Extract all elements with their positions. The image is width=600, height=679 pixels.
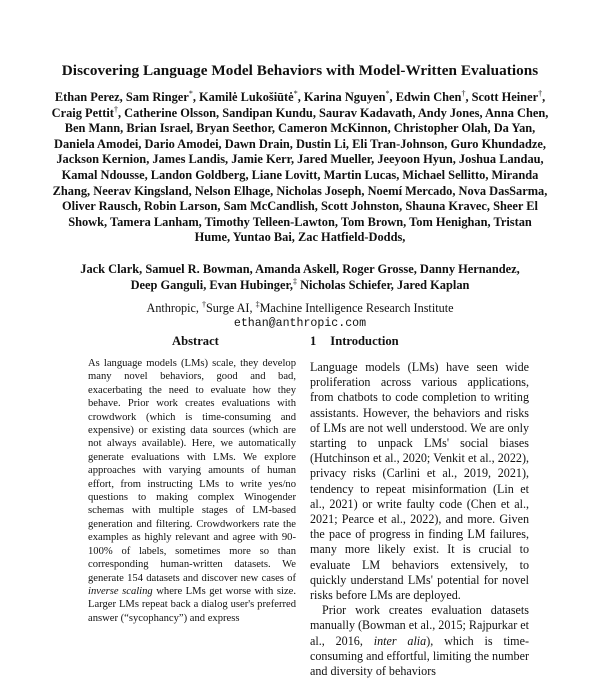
affiliation-mark: * <box>293 89 298 98</box>
abstract-text: As language models (LMs) scale, they develop many novel behaviors, good and bad, exacerbating the need to evaluate how they behave. Prior work creates evaluations with crowdwork (which is time-consuming and expensive) or existing data sources (which are not always available). Here, we automatically generate evaluations with LMs. We explore approaches with varying amounts of human effort, from instructing LMs to write yes/no questions to making complex Winogender schemas with multiple stages of LM-based generation and filtering. Crowdworkers rate the examples as highly relevant and agree with 90-100% of labels, sometimes more so than corresponding human-written datasets. We generate 154 datasets and discover new cases of <box>88 358 296 584</box>
author-line: Nicholas Schiefer, Jared Kaplan <box>300 277 470 292</box>
affiliation-miri: Machine Intelligence Research Institute <box>259 301 454 315</box>
author-list <box>50 90 550 246</box>
author-name: Kamilė Lukošiūtė <box>199 90 294 104</box>
abstract-emphasis: inverse scaling <box>88 585 153 597</box>
section-number: 1 <box>310 334 317 348</box>
abstract-body <box>88 357 296 625</box>
affiliation-mark: † <box>202 300 207 309</box>
abstract-text: where LMs get worse with size. Larger LMs repeat back a dialog user's preferred answer (“sycophancy”) and express <box>88 585 296 624</box>
affiliation-mark: * <box>385 89 390 98</box>
intro-text: Prior work creates evaluation datasets manually (Bowman et al., 2015; Rajpurkar et al., 2016, <box>310 603 529 648</box>
contact-email[interactable]: ethan@anthropic.com <box>233 317 367 330</box>
abstract-heading: Abstract <box>172 334 219 348</box>
intro-paragraph <box>310 603 529 679</box>
author-name: Edwin Chen <box>395 90 462 104</box>
affiliation-anthropic: Anthropic, <box>146 301 199 315</box>
affiliation-mark: † <box>113 104 118 114</box>
paper-title: Discovering Language Model Behaviors with Model-Written Evaluations <box>61 62 539 79</box>
author-line: Jack Clark, Samuel R. Bowman, Amanda Askell, Roger Grosse, Danny Hernandez, <box>80 262 520 276</box>
section-heading-introduction <box>310 334 399 349</box>
affiliations <box>0 301 600 331</box>
author-name: Catherine Olsson, Sandipan Kundu, Saurav Kadavath, <box>124 105 416 120</box>
affiliation-mark: * <box>188 89 193 98</box>
author-line: Deep Ganguli, Evan Hubinger, <box>130 277 293 292</box>
author-name: Ethan Perez <box>54 90 120 104</box>
author-name: Scott Heiner <box>471 90 539 104</box>
author-name: Karina Nguyen <box>303 90 386 104</box>
affiliation-mark: ‡ <box>255 300 260 309</box>
author-list-last <box>50 262 550 293</box>
author-list-first: Ethan Perez, Sam Ringer*, Kamilė Lukošiūtė*, Karina Nguyen*, Edwin Chen†, Scott Heiner†, Craig Pettit†, Catherine Olsson, Sandipan Kundu, Saurav Kadavath, <box>51 89 546 120</box>
affiliation-mark: ‡ <box>292 276 297 286</box>
intro-emphasis: inter alia <box>373 633 427 648</box>
affiliation-mark: † <box>461 89 466 98</box>
affiliation-surge: Surge AI, <box>206 301 253 315</box>
author-name: Craig Pettit <box>51 105 114 120</box>
intro-text: ), which is time-consuming and effortful, limiting the number and diversity of behaviors <box>310 633 529 679</box>
author-list-middle: Andy Jones, Anna Chen, Ben Mann, Brian Israel, Bryan Seethor, Cameron McKinnon, Christopher Olah, Da Yan, Daniela Amodei, Dario Amodei, Dawn Drain, Dustin Li, Eli Tran-Johnson, Guro Khundadze, Jackson Kernion, James Landis, Jamie Kerr, Jared Mueller, Jeeyoon Hyun, Joshua Landau, Kamal Ndousse, Landon Goldberg, Liane Lovitt, Martin Lucas, Michael Sellitto, Miranda Zhang, Neerav Kingsland, Nelson Elhage, Nicholas Joseph, Noemí Mercado, Nova DasSarma, Oliver Rausch, Robin Larson, Sam McCandlish, Scott Johnston, Shauna Kravec, Sheer El Showk, Tamera Lanham, Timothy Telleen-Lawton, Tom Brown, Tom Henighan, Tristan Hume, Yuntao Bai, Zac Hatfield-Dodds, <box>52 105 549 245</box>
affiliation-mark: † <box>538 89 543 98</box>
section-title: Introduction <box>330 334 399 348</box>
author-name: Sam Ringer <box>125 90 189 104</box>
introduction-body <box>310 360 529 679</box>
intro-paragraph: Language models (LMs) have seen wide proliferation across various applications, from chatbots to code completion to writing assistants. However, the behaviors and risks of LMs are not well understood. We are only starting to unpack LMs' social biases (Hutchinson et al., 2020; Venkit et al., 2022), privacy risks (Carlini et al., 2019, 2021), tendency to repeat misinformation (Lin et al., 2021) or write faulty code (Chen et al., 2021; Pearce et al., 2022), and more. Given the pace of progress in finding LM failures, many more likely exist. It is crucial to evaluate LM behaviors extensively, to quickly understand LMs' potential for novel risks before LMs are deployed. <box>310 360 529 603</box>
